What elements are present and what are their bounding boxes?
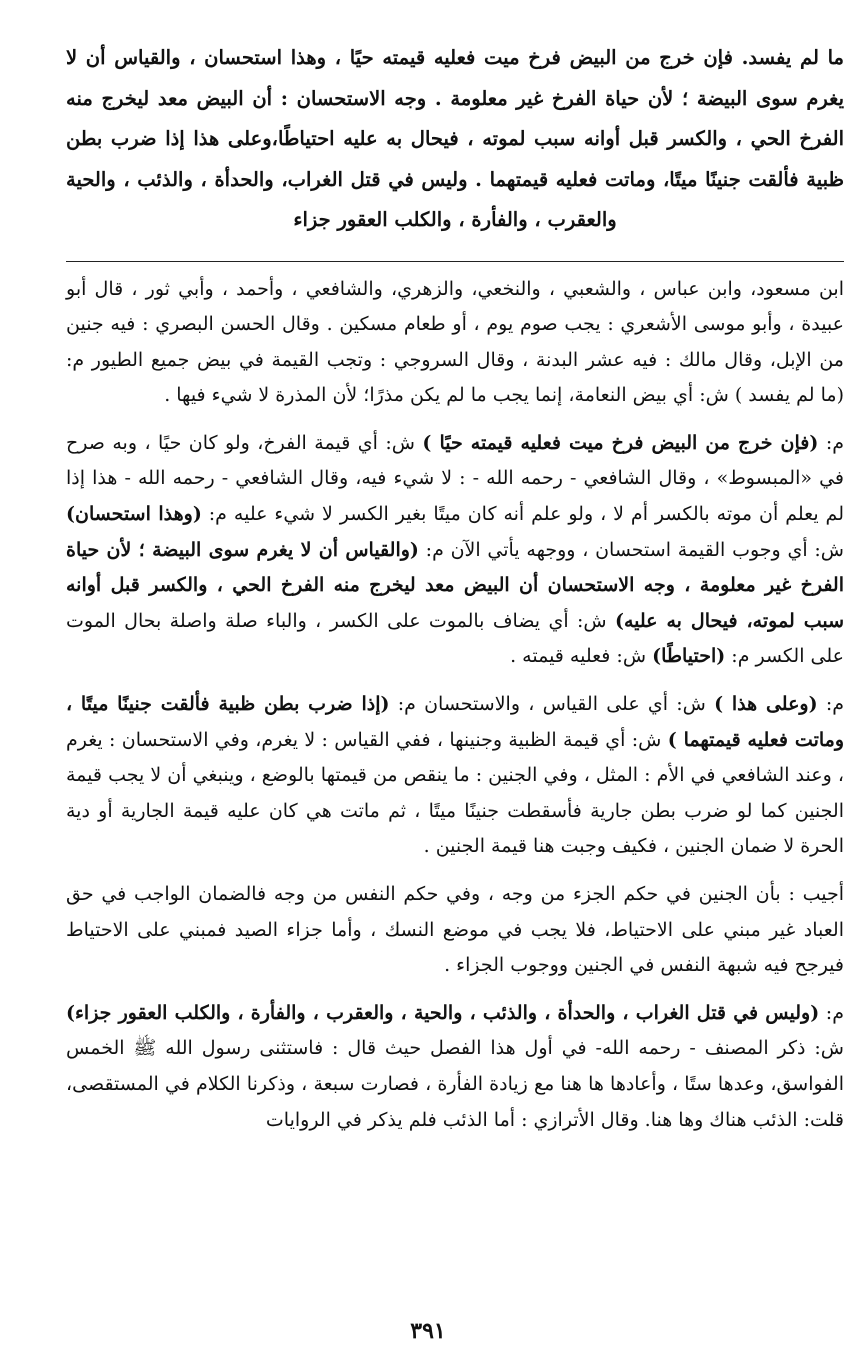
matn-quote: (وعلى هذا ) bbox=[714, 693, 818, 716]
matn-quote: (فإن خرج من البيض فرخ ميت فعليه قيمته حيًا ) bbox=[422, 431, 819, 454]
matn-quote: (وليس في قتل الغراب ، والحدأة ، والذئب ، والحية ، والعقرب ، والفأرة ، والكلب العقور جزاء) bbox=[66, 1001, 820, 1024]
commentary-paragraph-5 bbox=[66, 996, 844, 1138]
matn-quote: (احتياطًا) bbox=[652, 645, 726, 668]
commentary-text: ش: أي وجوب القيمة استحسان ، ووجهه يأتي الآن م: bbox=[418, 538, 844, 561]
page-body bbox=[66, 38, 844, 1150]
matn-text: ما لم يفسد. فإن خرج من البيض فرخ ميت فعليه قيمته حيًا ، وهذا استحسان ، والقياس أن لا يغرم سوى البيضة ؛ لأن حياة الفرخ غير معلومة . وجه الاستحسان : أن البيض معد ليخرج منه الفرخ الحي ، والكسر قبل أوانه سبب لموته ، فيحال به عليه احتياطًا،وعلى هذا إذا ضرب بطن ظبية فألقت جنينًا ميتًا، وماتت فعليه قيمتهما . وليس في قتل الغراب، والحدأة ، والذئب ، والحية والعقرب ، والفأرة ، والكلب العقور جزاء bbox=[66, 46, 844, 231]
matn-quote: (والقياس أن لا يغرم سوى البيضة ؛ لأن حياة الفرخ غير معلومة ، وجه الاستحسان أن البيض معد ليخرج منه الفرخ الحي ، والكسر قبل أوانه سبب لموته، فيحال به عليه) bbox=[66, 538, 844, 632]
commentary-text: ش: أي قيمة الظبية وجنينها ، ففي القياس : لا يغرم، وفي الاستحسان : يغرم ، وعند الشافعي في الأم : المثل ، وفي الجنين : ما ينقص من قيمتها بالوضع ، وينبغي أن لا يجب قيمة الجنين كما لو ضرب بطن جارية فأسقطت جنينًا ميتًا ، ثم ماتت هي كان عليه قيمة الجارية أو دية الحرة لا ضمان الجنين ، فكيف وجبت هنا قيمة الجنين . bbox=[66, 728, 844, 858]
commentary-paragraph-3 bbox=[66, 687, 844, 865]
commentary-text: ش: ذكر المصنف - رحمه الله- في أول هذا الفصل حيث قال : فاستثنى رسول الله ﷺ الخمس الفواسق، وعدها ستًا ، وأعادها ها هنا مع زيادة الفأرة ، فصارت سبعة ، وذكرنا الكلام في المستقصى، قلت: الذئب هناك وها هنا. وقال الأترازي : أما الذئب فلم يذكر في الروايات bbox=[66, 1037, 844, 1131]
matn-quote: (إذا ضرب بطن ظبية فألقت جنينًا ميتًا ، وماتت فعليه قيمتهما ) bbox=[66, 693, 844, 751]
commentary-text: ش: فعليه قيمته . bbox=[510, 645, 653, 668]
matn-marker: م: bbox=[818, 431, 844, 454]
commentary-paragraph-4: أجيب : بأن الجنين في حكم الجزء من وجه ، وفي حكم النفس من وجه فالضمان الواجب في حق العباد غير مبني على الاحتياط، فلا يجب في موضع النسك ، وأما جزاء الصيد فمبني على الاحتياط فيرجح فيه شبهة النفس في الجنين ووجوب الجزاء . bbox=[66, 883, 844, 977]
matn-marker: م: bbox=[819, 1001, 844, 1024]
commentary-text: ش: أي يضاف بالموت على الكسر ، والباء صلة واصلة بحال الموت على الكسر م: bbox=[66, 609, 844, 668]
commentary-paragraph-1: ابن مسعود، وابن عباس ، والشعبي ، والنخعي، والزهري، والشافعي ، وأحمد ، وأبي ثور ، قال أبو عبيدة ، وأبو موسى الأشعري : يجب صوم يوم ، أو طعام مسكين . وقال الحسن البصري : فيه جنين من الإبل، وقال مالك : فيه عشر البدنة ، وقال السروجي : وتجب القيمة في بيض جميع الطيور م: (ما لم يفسد ) ش: أي بيض النعامة، إنما يجب ما لم يكن مذرًا؛ لأن المذرة لا شيء فيها . bbox=[66, 277, 844, 407]
matn-quote: (وهذا استحسان) bbox=[66, 503, 202, 526]
matn-marker: م: bbox=[817, 693, 844, 716]
page-number: ٣٩١ bbox=[410, 1318, 446, 1344]
separator-rule bbox=[66, 261, 844, 262]
commentary-text: ش: أي قيمة الفرخ، ولو كان حيًا ، وبه صرح في «المبسوط» ، وقال الشافعي - رحمه الله - : لا شيء فيه، وقال الشافعي - رحمه الله - هذا إذا لم يعلم أن موته بالكسر أم لا ، ولو علم أنه كان ميتًا بغير الكسر لا شيء عليه م: bbox=[66, 431, 844, 526]
commentary-paragraph-2 bbox=[66, 426, 844, 675]
commentary-text: ش: أي على القياس ، والاستحسان م: bbox=[389, 693, 715, 716]
